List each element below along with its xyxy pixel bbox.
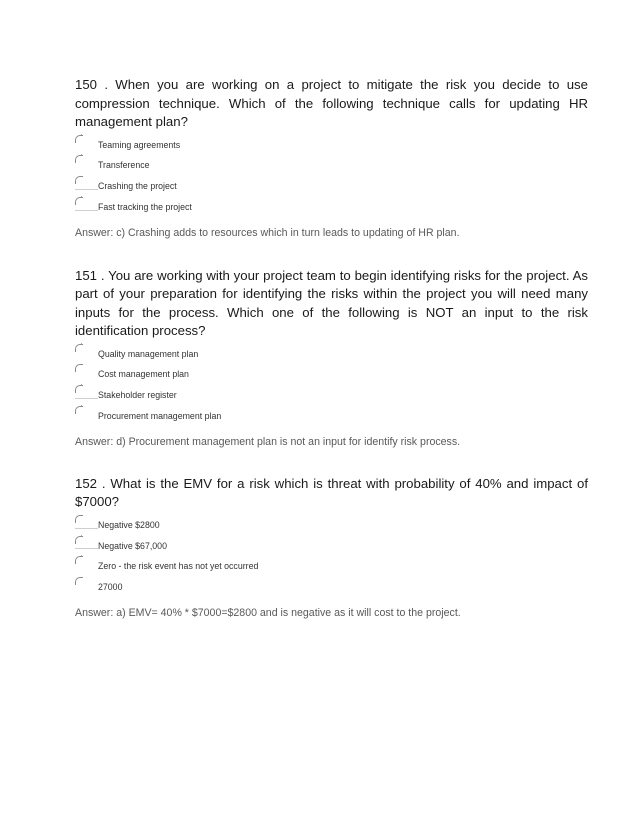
radio-button-icon[interactable] — [75, 577, 83, 585]
question-151 — [75, 267, 588, 449]
option-c[interactable] — [75, 553, 588, 574]
option-label: Teaming agreements — [98, 139, 181, 150]
question-text: 152 . What is the EMV for a risk which is threat with probability of 40% and impact of $7000? — [75, 475, 588, 510]
option-list — [75, 132, 588, 215]
option-label: Transference — [98, 160, 150, 171]
option-label: Crashing the project — [98, 181, 177, 192]
option-b[interactable] — [75, 361, 588, 382]
option-a[interactable] — [75, 132, 588, 153]
option-label: Stakeholder register — [98, 390, 177, 401]
radio-button-icon[interactable] — [75, 515, 83, 523]
radio-button-icon[interactable] — [75, 176, 83, 184]
question-text: 150 . When you are working on a project to mitigate the risk you decide to use compression technique. Which of the following technique calls for updating HR management plan? — [75, 77, 588, 129]
option-label: 27000 — [98, 582, 123, 593]
radio-button-icon[interactable] — [75, 536, 83, 544]
option-d[interactable] — [75, 194, 588, 215]
radio-button-icon[interactable] — [75, 556, 83, 564]
question-152 — [75, 475, 588, 620]
answer-text: Answer: a) EMV= 40% * $7000=$2800 and is negative as it will cost to the project. — [75, 607, 461, 620]
option-label: Negative $67,000 — [98, 540, 167, 551]
answer-text: Answer: d) Procurement management plan is not an input for identify risk process. — [75, 435, 461, 448]
option-label: Zero - the risk event has not yet occurred — [98, 561, 259, 572]
option-list — [75, 512, 588, 595]
option-d[interactable] — [75, 403, 588, 424]
option-list — [75, 341, 588, 424]
radio-button-icon[interactable] — [75, 385, 83, 393]
option-a[interactable] — [75, 512, 588, 533]
option-label: Fast tracking the project — [98, 201, 192, 212]
question-150 — [75, 76, 588, 240]
radio-button-icon[interactable] — [75, 197, 83, 205]
radio-button-icon[interactable] — [75, 344, 83, 352]
option-b[interactable] — [75, 533, 588, 554]
answer-text: Answer: c) Crashing adds to resources which in turn leads to updating of HR plan. — [75, 226, 460, 239]
option-label: Procurement management plan — [98, 411, 222, 422]
option-c[interactable] — [75, 173, 588, 194]
option-d[interactable] — [75, 574, 588, 595]
radio-button-icon[interactable] — [75, 155, 83, 163]
radio-button-icon[interactable] — [75, 364, 83, 372]
radio-button-icon[interactable] — [75, 406, 83, 414]
option-a[interactable] — [75, 341, 588, 362]
option-b[interactable] — [75, 152, 588, 173]
question-text: 151 . You are working with your project team to begin identifying risks for the project. As part of your preparation for identifying the risks within the project you will need many inputs for the process. Which one of the following is NOT an input to the risk identification process? — [75, 267, 588, 339]
option-c[interactable] — [75, 382, 588, 403]
radio-button-icon[interactable] — [75, 135, 83, 143]
option-label: Quality management plan — [98, 348, 199, 359]
document-page — [75, 76, 588, 620]
option-label: Negative $2800 — [98, 519, 160, 530]
option-label: Cost management plan — [98, 369, 189, 380]
